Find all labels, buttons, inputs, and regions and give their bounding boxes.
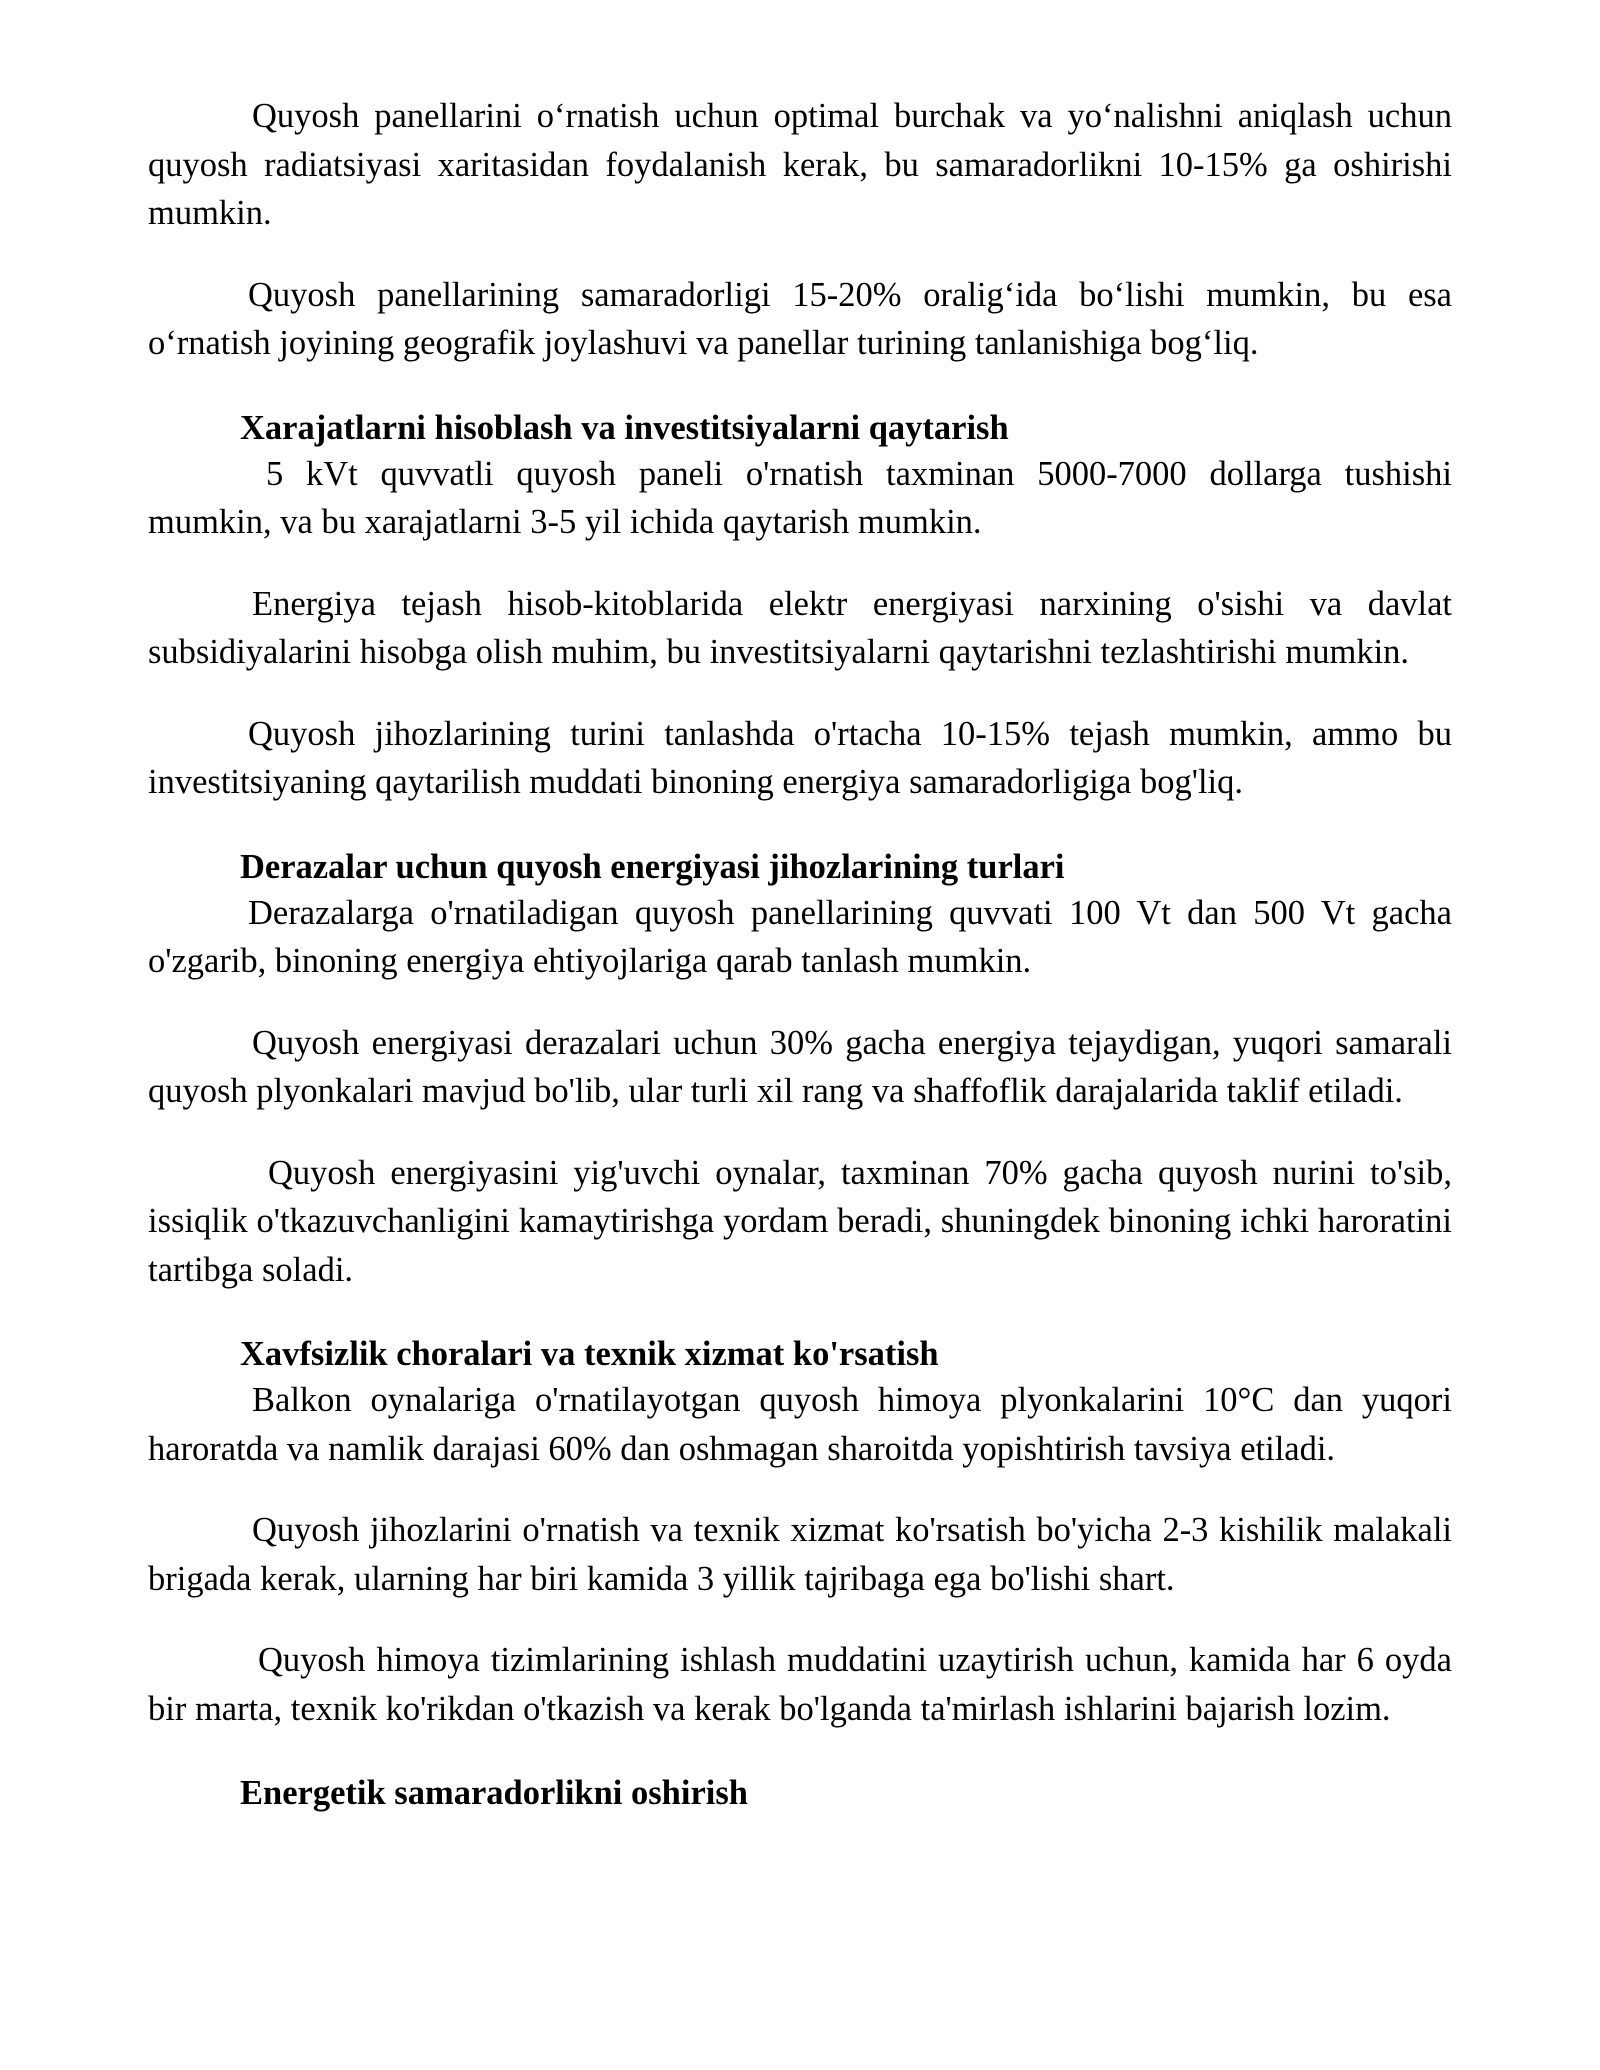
document-page [148, 92, 1452, 1815]
paragraph-spacer [148, 677, 1452, 710]
paragraph-solar-films: Quyosh energiyasi derazalari uchun 30% gacha energiya tejaydigan, yuqori samarali quyosh plyonkalari mavjud bo'lib, ular turli xil rang va shaffoflik darajalarida taklif etiladi. [148, 1023, 1452, 1110]
paragraph-film-application: Balkon oynalariga o'rnatilayotgan quyosh himoya plyonkalarini 10°C dan yuqori haroratda va namlik darajasi 60% dan oshmagan sharoitda yopishtirish tavsiya etiladi. [148, 1381, 1452, 1468]
paragraph-spacer [148, 238, 1452, 271]
paragraph-installation-cost: 5 kVt quvvatli quyosh paneli o'rnatish taxminan 5000-7000 dollarga tushishi mumkin, va bu xarajatlarni 3-5 yil ichida qaytarish mumkin. [148, 454, 1452, 541]
paragraph-equipment-choice: Quyosh jihozlarining turini tanlashda o'rtacha 10-15% tejash mumkin, ammo bu investitsiyaning qaytarilish muddati binoning energiya samaradorligiga bog'liq. [148, 714, 1452, 801]
section-heading-costs: Xarajatlarni hisoblash va investitsiyalarni qaytarish [240, 408, 1009, 447]
paragraph-energy-savings: Energiya tejash hisob-kitoblarida elektr energiyasi narxining o'sishi va davlat subsidiyalarini hisobga olish muhim, bu investitsiyalarni qaytarishni tezlashtirishi mumkin. [148, 584, 1452, 671]
paragraph-spacer [148, 368, 1452, 406]
section-heading-window-equipment: Derazalar uchun quyosh energiyasi jihozlarining turlari [240, 847, 1065, 886]
paragraph-solar-panel-angle: Quyosh panellarini o‘rnatish uchun optimal burchak va yo‘nalishni aniqlash uchun quyosh radiatsiyasi xaritasidan foydalanish kerak, bu samaradorlikni 10-15% ga oshirishi mumkin. [148, 97, 1452, 232]
paragraph-spacer [148, 986, 1452, 1019]
paragraph-spacer [148, 1473, 1452, 1506]
paragraph-spacer [148, 1733, 1452, 1771]
paragraph-spacer [148, 547, 1452, 580]
paragraph-window-panel-power: Derazalarga o'rnatiladigan quyosh panellarining quvvati 100 Vt dan 500 Vt gacha o'zgarib, binoning energiya ehtiyojlariga qarab tanlash mumkin. [148, 893, 1452, 980]
paragraph-spacer [148, 1116, 1452, 1149]
section-heading-safety-maintenance: Xavfsizlik choralari va texnik xizmat ko'rsatish [240, 1335, 939, 1373]
paragraph-solar-panel-efficiency: Quyosh panellarining samaradorligi 15-20% oralig‘ida bo‘lishi mumkin, bu esa o‘rnatish joyining geografik joylashuvi va panellar turining tanlanishiga bog‘liq. [148, 275, 1452, 362]
paragraph-spacer [148, 1294, 1452, 1332]
paragraph-installation-crew: Quyosh jihozlarini o'rnatish va texnik xizmat ko'rsatish bo'yicha 2-3 kishilik malakali brigada kerak, ularning har biri kamida 3 yillik tajribaga ega bo'lishi shart. [148, 1511, 1452, 1598]
section-heading-energy-efficiency: Energetik samaradorlikni oshirish [240, 1774, 748, 1812]
paragraph-maintenance-schedule: Quyosh himoya tizimlarining ishlash muddatini uzaytirish uchun, kamida har 6 oyda bir marta, texnik ko'rikdan o'tkazish va kerak bo'lganda ta'mirlash ishlarini bajarish lozim. [148, 1641, 1452, 1728]
paragraph-collecting-windows: Quyosh energiyasini yig'uvchi oynalar, taxminan 70% gacha quyosh nurini to'sib, issiqlik o'tkazuvchanligini kamaytirishga yordam beradi, shuningdek binoning ichki haroratini tartibga soladi. [148, 1153, 1452, 1289]
paragraph-spacer [148, 807, 1452, 845]
paragraph-spacer [148, 1603, 1452, 1636]
